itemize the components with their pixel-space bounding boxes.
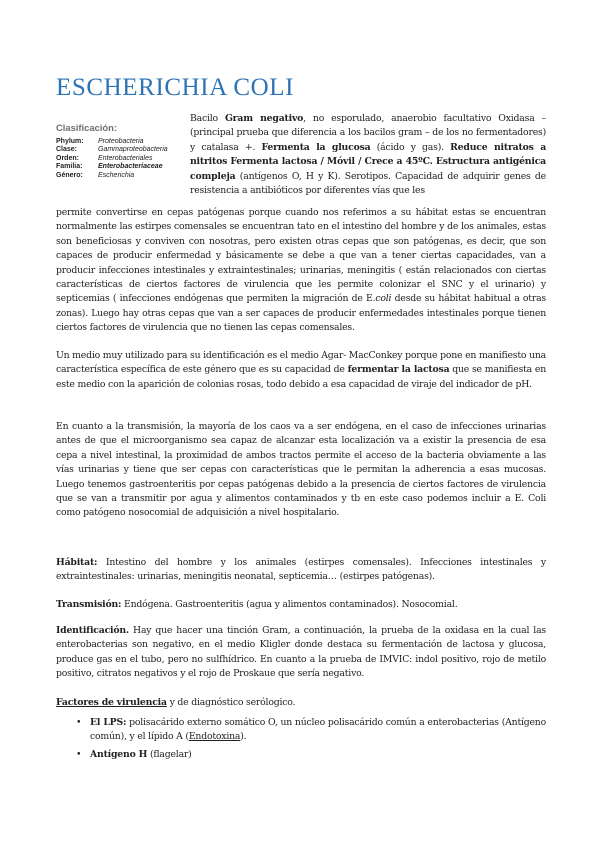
- paragraph-text: Un medio muy utilizado para su identificación es el medio Agar- MacConkey porque pone en manifiesto una característica específica de este género que es su capacidad de: [56, 350, 546, 376]
- transmision-text: Endógena. Gastroenteritis (agua y alimentos contaminados). Nosocomial.: [121, 599, 458, 610]
- intro-text: desde su hábitat habitual a otras zonas). Luego hay otras cepas que van a ser capaces de producir enfermedades intestinales porque tienen ciertos factores de virulencia que no tienen las cepas comensales.: [56, 293, 546, 334]
- bullet-text: ).: [240, 731, 247, 743]
- intro-text: , no esporulado, anaerobio facultativo Oxidasa – (principal prueba que diferencia a los bacilos gram – de los no fermentadores) y catalasa +.: [190, 113, 546, 153]
- intro-continuation: [56, 206, 546, 336]
- classification-key: Familia:: [56, 163, 83, 171]
- classification-row: [56, 172, 184, 180]
- classification-key: Orden:: [56, 154, 79, 162]
- bullet-text: polisacárido externo somático O, un núcleo polisacárido común a enterobacterias (Antígeno común), y el lípido A (: [90, 717, 546, 743]
- habitat-paragraph: [56, 556, 546, 585]
- factores-list: [76, 716, 546, 765]
- transmision-paragraph: [56, 598, 546, 612]
- list-item: [76, 748, 546, 762]
- intro-bold: Fermenta la glucosa: [261, 141, 371, 153]
- classification-key: Clase:: [56, 146, 78, 154]
- intro-text: (antígenos O, H y K). Serotipos. Capacidad de adquirir genes de resistencia a antibióticos por diferentes vías que les: [190, 170, 546, 197]
- factores-heading: [56, 696, 546, 710]
- list-item: [76, 716, 546, 745]
- classification-key: Género:: [56, 171, 83, 179]
- classification-value: Gammaproteobacteria: [98, 146, 168, 154]
- identificacion-text: Hay que hacer una tinción Gram, a continuación, la prueba de la oxidasa en la cual las enterobacterias son negativo, en el medio Kligler donde destaca su fermentación de lactosa y glucosa, produce gas en el tubo, pero no sulfhídrico. En cuanto a la prueba de IMVIC: indol positivo, rojo de metilo positivo, citratos negativos y el rojo de Proskaue que sería negativo.: [56, 625, 546, 680]
- classification-value: Enterobacteriales: [98, 154, 153, 162]
- habitat-text: Intestino del hombre y los animales (estirpes comensales). Infecciones intestinales y extraintestinales: urinarias, meningitis neonatal, septicemia… (estirpes patógenas).: [56, 557, 546, 583]
- page-title: ESCHERICHIA COLI: [56, 74, 295, 101]
- intro-italic: coli: [375, 293, 392, 305]
- bullet-icon: •: [76, 748, 82, 760]
- bullet-icon: •: [76, 717, 82, 728]
- identificacion-paragraph: [56, 624, 546, 682]
- intro-bold: Reduce nitratos a nitritos Fermenta lactosa / Móvil / Crece a 45ºC. Estructura antigénica compleja: [190, 141, 547, 182]
- classification-row: [56, 146, 184, 154]
- identificacion-label: Identificación.: [56, 625, 129, 636]
- classification-row: [56, 138, 184, 146]
- bullet-label: El LPS:: [90, 717, 127, 728]
- classification-key: Phylum:: [56, 138, 84, 145]
- habitat-label: Hábitat:: [56, 557, 98, 568]
- bullet-label: Antígeno H: [90, 748, 148, 760]
- factores-text: y de diagnóstico serólogico.: [166, 697, 296, 708]
- intro-bold: Gram negativo: [224, 113, 304, 124]
- classification-row: [56, 163, 184, 171]
- classification-value: Enterobacteriaceae: [98, 163, 163, 171]
- intro-text: Bacilo: [190, 113, 225, 124]
- classification-heading: Clasificación:: [56, 122, 117, 133]
- intro-paragraph: [190, 112, 546, 198]
- classification-row: [56, 155, 184, 163]
- intro-text: (ácido y gas).: [370, 141, 451, 153]
- classification-box: [56, 122, 184, 180]
- paragraph-bold: fermentar la lactosa: [347, 364, 450, 376]
- bullet-text: (flagelar): [147, 748, 192, 760]
- transmission-paragraph: En cuanto a la transmisión, la mayoría de los caos va a ser endógena, en el caso de infecciones urinarias antes de que el microorganismo sea capaz de alcanzar esta localización va a existir la presencia de esa cepa a nivel intestinal, la proximidad de ambos tractos permite el acceso de la bacteria obviamente a las vías urinarias y tiene que ser cepas con características que le permitan la adherencia a esas mucosas. Luego tenemos gastroenteritis por cepas patógenas debido a la presencia de ciertos factores de virulencia que se van a transmitir por agua y alimentos contaminados y tb en este caso podemos incluir a E. Coli como patógeno nosocomial de adquisición a nivel hospitalario.: [56, 421, 546, 519]
- intro-text: permite convertirse en cepas patógenas porque cuando nos referimos a su hábitat estas se encuentran normalmente las estirpes comensales se encuentran tato en el intestino del hombre y de los animales, estas son beneficiosas y conviven con nosotras, pero existen otras cepas que son patógenas, es decir, que son capaces de producir enfermedad y básicamente se debe a que van a tener ciertas capacidades, van a producir infecciones intestinales y extraintestinales; urinarias, meningitis ( están relacionados con ciertas características de ciertos factores de virulencia que les permite colonizar el SNC y el urinario) y septicemias ( infecciones endógenas que permiten la migración de E.: [56, 207, 546, 305]
- classification-value: Escherichia: [98, 171, 135, 179]
- classification-value: Proteobacteria: [98, 138, 144, 145]
- bullet-underlined: Endotoxina: [188, 731, 241, 743]
- identification-medium-paragraph: [56, 349, 546, 392]
- paragraph-text: que se manifiesta en este medio con la aparición de colonias rosas, todo debido a esa capacidad de viraje del indicador de pH.: [56, 364, 546, 390]
- transmision-label: Transmisión:: [56, 599, 122, 610]
- factores-label: Factores de virulencia: [56, 697, 167, 708]
